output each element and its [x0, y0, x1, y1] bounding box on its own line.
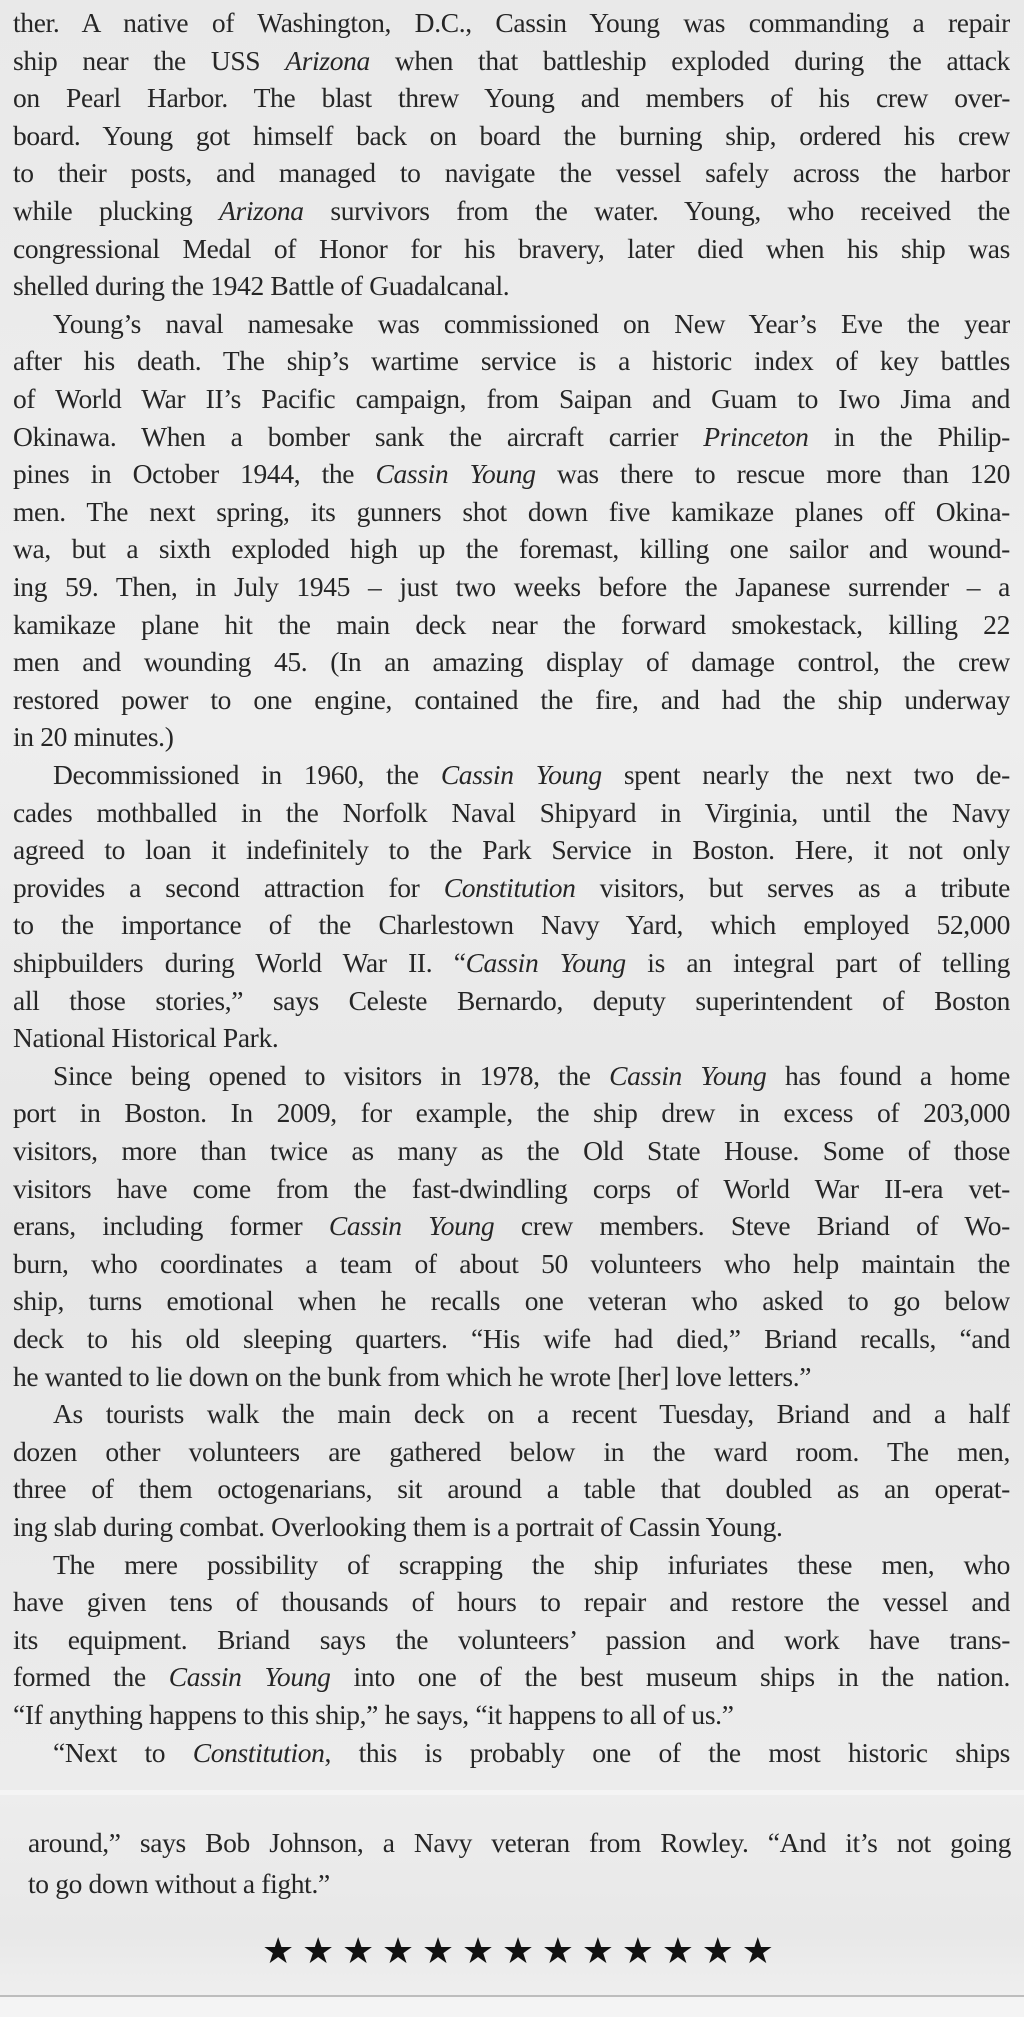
text-run: erans, including former [13, 1210, 329, 1242]
text-line [13, 493, 1010, 530]
text-line [13, 944, 1010, 981]
text-line [13, 154, 1010, 191]
text-run: is an integral part of telling [625, 947, 1010, 978]
text-run: he wanted to lie down on the bunk from which he wrote [her] love letters.” [13, 1360, 812, 1392]
text-run: ther. A native of Washington, D.C., Cassin Young was commanding a repair [13, 7, 1010, 38]
text-run: men and wounding 45. (In an amazing display of damage control, the crew [13, 646, 1010, 678]
text-line [13, 1470, 1010, 1507]
text-line [53, 756, 1010, 793]
text-run: shipbuilders during World War II. “ [13, 947, 466, 978]
text-run: after his death. The ship’s wartime service is a historic index of key battles [13, 345, 1010, 377]
text-line [13, 1019, 1010, 1056]
text-run: National Historical Park. [13, 1022, 279, 1054]
text-run: in the Philip- [808, 420, 1010, 452]
text-run: to the importance of the Charlestown Navy Yard, which employed 52,000 [13, 909, 1010, 941]
star-icon: ★ [741, 1931, 774, 1971]
text-run: Decommissioned in 1960, the [53, 759, 441, 790]
text-line [13, 1132, 1010, 1169]
text-run: wa, but a sixth exploded high up the foremast, killing one sailor and wound- [13, 533, 1010, 565]
star-icon: ★ [262, 1931, 295, 1971]
star-icon: ★ [581, 1931, 615, 1971]
text-line [13, 1320, 1010, 1357]
italic-title: Cassin Young [440, 759, 602, 790]
star-icon: ★ [501, 1931, 535, 1971]
text-run: dozen other volunteers are gathered below in the ward room. The men, [13, 1435, 1010, 1467]
italic-title: Constitution [443, 871, 576, 903]
italic-title: Cassin Young [609, 1059, 767, 1091]
text-run: pines in October 1944, the [13, 458, 376, 490]
italic-title: Arizona [219, 195, 304, 226]
text-line [13, 1207, 1010, 1244]
text-run: three of them octogenarians, sit around a table that doubled as an operat- [13, 1473, 1010, 1505]
text-line [13, 643, 1010, 680]
text-line [13, 1094, 1010, 1131]
text-run: port in Boston. In 2009, for example, the ship drew in excess of 203,000 [13, 1097, 1010, 1129]
text-run: Since being opened to visitors in 1978, the [53, 1059, 610, 1091]
text-run: all those stories,” says Celeste Bernardo, deputy superintendent of Boston [13, 984, 1010, 1016]
italic-title: Cassin Young [375, 458, 536, 490]
text-line [13, 1282, 1010, 1319]
text-run: kamikaze plane hit the main deck near the forward smokestack, killing 22 [13, 608, 1010, 640]
text-run: cades mothballed in the Norfolk Naval Shipyard in Virginia, until the Navy [13, 796, 1010, 828]
text-run: As tourists walk the main deck on a recent Tuesday, Briand and a half [53, 1398, 1010, 1430]
text-line [13, 606, 1010, 643]
text-line [13, 192, 1010, 229]
text-run: agreed to loan it indefinitely to the Park Service in Boston. Here, it not only [13, 834, 1010, 866]
text-run: while plucking [13, 195, 220, 226]
text-line [13, 906, 1010, 943]
text-line [13, 718, 1010, 755]
text-run: to go down without a fight.” [28, 1868, 330, 1899]
text-run: formed the [13, 1661, 169, 1693]
text-line [13, 1433, 1010, 1470]
italic-title: Constitution [192, 1736, 325, 1768]
text-run: The mere possibility of scrapping the ship infuriates these men, who [53, 1548, 1010, 1580]
text-line [28, 1824, 1011, 1861]
text-run: burn, who coordinates a team of about 50 volunteers who help maintain the [13, 1247, 1010, 1279]
text-run: crew members. Steve Briand of Wo- [494, 1210, 1010, 1242]
text-run: congressional Medal of Honor for his bravery, later died when his ship was [13, 232, 1010, 264]
text-line [13, 380, 1010, 417]
text-line [13, 4, 1010, 41]
text-line [13, 79, 1010, 116]
text-line [13, 1621, 1010, 1658]
star-icon: ★ [341, 1931, 375, 1971]
text-run: Okinawa. When a bomber sank the aircraft carrier [13, 420, 704, 452]
text-line [13, 455, 1010, 492]
star-icon: ★ [421, 1931, 455, 1971]
text-line [13, 1358, 1010, 1395]
text-line [13, 530, 1010, 567]
text-line [13, 1696, 1010, 1733]
text-run: has found a home [766, 1059, 1010, 1091]
italic-title: Arizona [285, 44, 370, 76]
italic-title: Cassin Young [465, 947, 626, 978]
text-line [13, 1583, 1010, 1620]
end-stars [262, 1930, 774, 1972]
text-run: men. The next spring, its gunners shot down five kamikaze planes off Okina- [13, 495, 1010, 527]
italic-title: Princeton [703, 420, 809, 452]
text-line [53, 1057, 1010, 1094]
text-run: Young’s naval namesake was commissioned on New Year’s Eve the year [53, 307, 1010, 339]
text-run: survivors from the water. Young, who received the [303, 195, 1010, 226]
text-run: when that battleship exploded during the attack [369, 44, 1010, 76]
text-run: deck to his old sleeping quarters. “His wife had died,” Briand recalls, “and [13, 1323, 1010, 1354]
text-run: ship near the USS [13, 44, 286, 76]
text-line [53, 1546, 1010, 1583]
text-line [13, 681, 1010, 718]
text-line [13, 117, 1010, 154]
star-icon: ★ [461, 1931, 495, 1971]
text-run: of World War II’s Pacific campaign, from Saipan and Guam to Iwo Jima and [13, 383, 1010, 414]
text-run: on Pearl Harbor. The blast threw Young and members of his crew over- [13, 82, 1010, 114]
text-run: spent nearly the next two de- [601, 759, 1010, 790]
star-icon: ★ [381, 1931, 415, 1971]
text-line [13, 1658, 1010, 1695]
text-run: its equipment. Briand says the volunteers’ passion and work have trans- [13, 1623, 1010, 1655]
text-line [13, 982, 1010, 1019]
italic-title: Cassin Young [328, 1210, 495, 1242]
text-run: board. Young got himself back on board the burning ship, ordered his crew [13, 119, 1010, 151]
italic-title: Cassin Young [168, 1661, 331, 1693]
text-line [53, 1734, 1010, 1771]
text-line [13, 831, 1010, 868]
text-line [13, 342, 1010, 379]
text-run: “If anything happens to this ship,” he says, “it happens to all of us.” [13, 1699, 734, 1730]
text-run: visitors, more than twice as many as the Old State House. Some of those [13, 1135, 1010, 1166]
text-line [13, 1508, 1010, 1545]
text-run: “Next to [53, 1736, 193, 1768]
text-line [13, 267, 1010, 304]
star-icon: ★ [621, 1931, 654, 1971]
text-line [53, 1395, 1010, 1432]
text-line [13, 230, 1010, 267]
text-run: around,” says Bob Johnson, a Navy veteran from Rowley. “And it’s not going [28, 1827, 1011, 1858]
star-icon: ★ [301, 1931, 335, 1971]
text-run: shelled during the 1942 Battle of Guadalcanal. [13, 270, 510, 302]
star-icon: ★ [541, 1931, 575, 1971]
text-line [53, 305, 1010, 342]
text-line [13, 418, 1010, 455]
text-run: provides a second attraction for [13, 871, 444, 903]
text-run: in 20 minutes.) [13, 721, 174, 753]
text-run: into one of the best museum ships in the nation. [330, 1661, 1010, 1693]
text-line [28, 1865, 1011, 1902]
text-run: restored power to one engine, contained the fire, and had the ship underway [13, 683, 1010, 715]
text-run: was there to rescue more than 120 [535, 458, 1010, 490]
text-run: ing slab during combat. Overlooking them is a portrait of Cassin Young. [13, 1511, 783, 1542]
star-icon: ★ [661, 1931, 694, 1971]
text-line [13, 42, 1010, 79]
text-run: have given tens of thousands of hours to repair and restore the vessel and [13, 1586, 1010, 1618]
text-line [13, 869, 1010, 906]
text-run: visitors have come from the fast-dwindling corps of World War II-era vet- [13, 1172, 1010, 1204]
text-run: ship, turns emotional when he recalls one veteran who asked to go below [13, 1285, 1010, 1317]
text-line [13, 1170, 1010, 1207]
text-line [13, 568, 1010, 605]
text-run: , this is probably one of the most historic ships [324, 1736, 1010, 1768]
text-line [13, 794, 1010, 831]
text-run: ing 59. Then, in July 1945 – just two weeks before the Japanese surrender – a [13, 571, 1010, 602]
star-icon: ★ [701, 1931, 734, 1971]
text-run: visitors, but serves as a tribute [575, 871, 1010, 903]
text-run: to their posts, and managed to navigate the vessel safely across the harbor [13, 157, 1010, 189]
text-line [13, 1245, 1010, 1282]
